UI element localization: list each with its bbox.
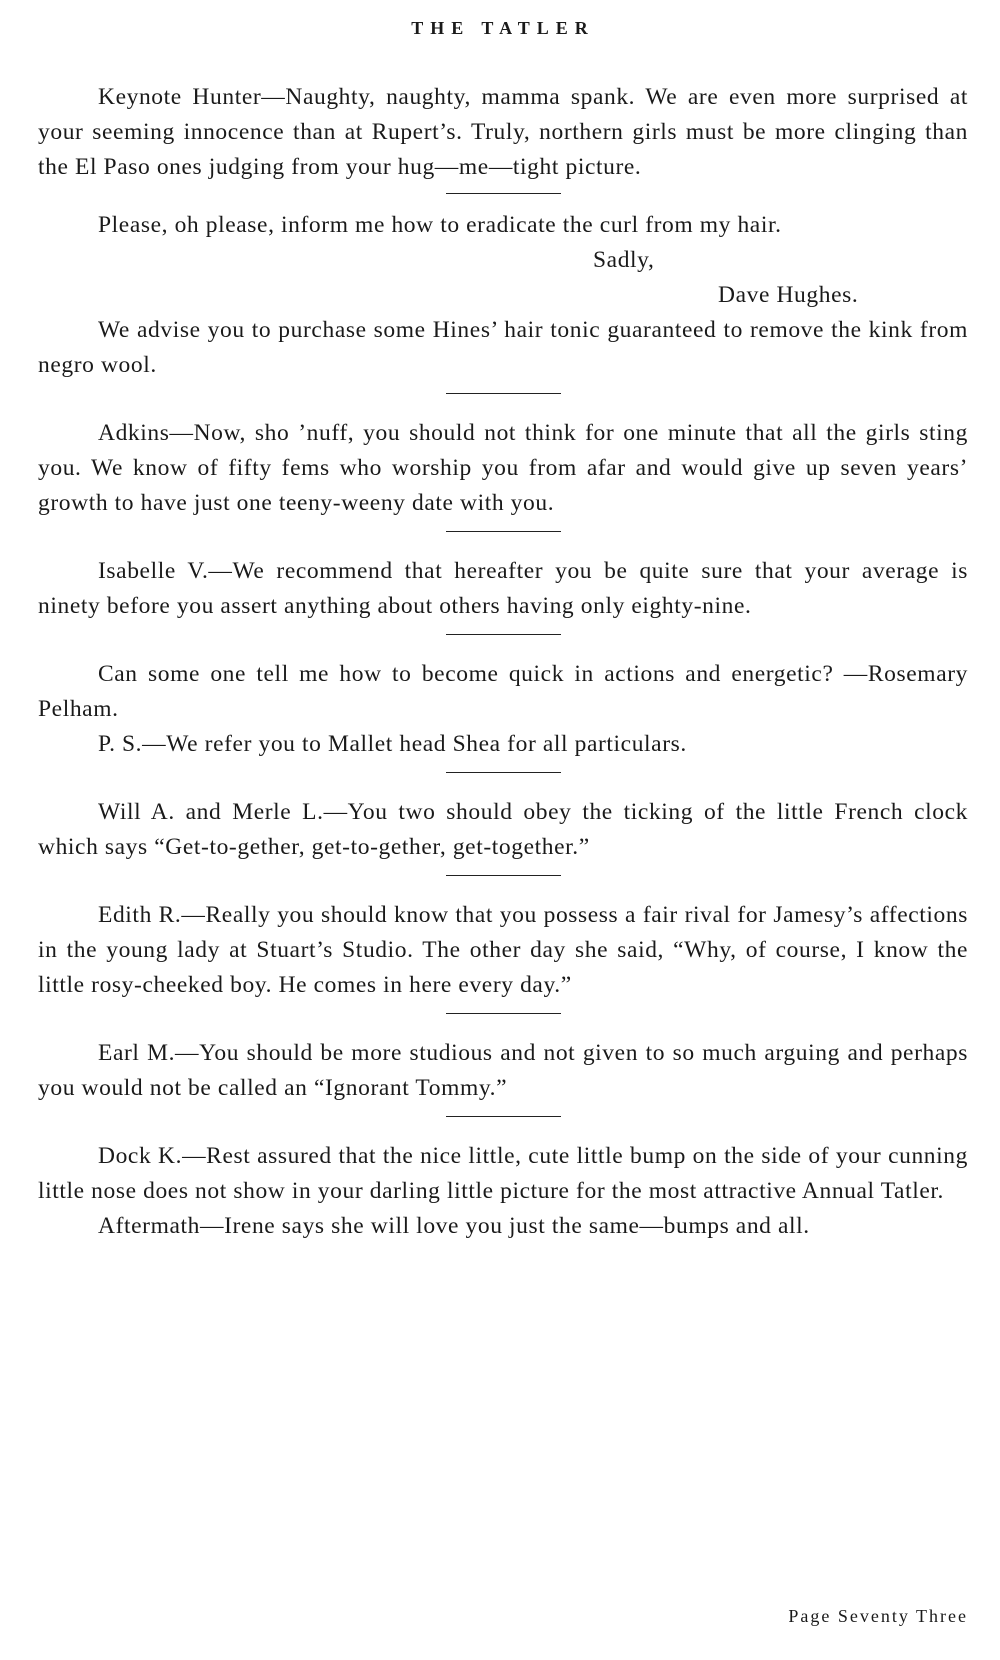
running-head: THE TATLER <box>411 18 595 38</box>
entry-postscript: P. S.—We refer you to Mallet head Shea for all particulars. <box>98 731 687 757</box>
entry-earl: Earl M.—You should be more studious and not given to so much arguing and perhaps you would not be called an “Ignorant Tommy.” <box>38 1040 968 1101</box>
entry-isabelle: Isabelle V.—We recommend that hereafter you be quite sure that your average is ninety before you assert anything about others having only eighty-nine. <box>38 558 968 619</box>
separator-rule <box>446 393 561 394</box>
separator-rule <box>446 772 561 773</box>
page <box>38 0 968 1660</box>
entry-aftermath: Aftermath—Irene says she will love you just the same—bumps and all. <box>98 1213 810 1239</box>
signature-dave-hughes: Dave Hughes. <box>718 282 859 308</box>
closing-sadly: Sadly, <box>593 247 655 273</box>
separator-rule <box>446 1116 561 1117</box>
entry-adkins: Adkins—Now, sho ’nuff, you should not think for one minute that all the girls sting you. We know of fifty fems who worship you from afar and would give up seven years’ growth to have just one teeny-weeny date with you. <box>38 420 968 516</box>
separator-rule <box>446 875 561 876</box>
article-body <box>38 80 968 1244</box>
separator-rule <box>446 193 561 194</box>
page-number: Page Seventy Three <box>788 1606 968 1626</box>
separator-rule <box>446 634 561 635</box>
entry-edith: Edith R.—Really you should know that you possess a fair rival for Jamesy’s affections in the young lady at Stuart’s Studio. The other day she said, “Why, of course, I know the little rosy-cheeked boy. He comes in here every day.” <box>38 902 968 998</box>
entry-keynote-hunter: Keynote Hunter—Naughty, naughty, mamma spank. We are even more surprised at your seeming innocence than at Rupert’s. Truly, northern girls must be more clinging than the El Paso ones judging from your hug—me—tight picture. <box>38 84 968 180</box>
entry-rosemary: Can some one tell me how to become quick in actions and energetic? —Rosemary Pelham. <box>38 661 968 722</box>
separator-rule <box>446 1013 561 1014</box>
entry-hair-tonic-answer: We advise you to purchase some Hines’ hair tonic guaranteed to remove the kink from negro wool. <box>38 317 968 378</box>
entry-hair-question: Please, oh please, inform me how to eradicate the curl from my hair. <box>98 212 782 238</box>
entry-will-merle: Will A. and Merle L.—You two should obey the ticking of the little French clock which says “Get-to-gether, get-to-gether, get-together.” <box>38 799 968 860</box>
separator-rule <box>446 531 561 532</box>
entry-dock: Dock K.—Rest assured that the nice little, cute little bump on the side of your cunning little nose does not show in your darling little picture for the most attractive Annual Tatler. <box>38 1143 968 1204</box>
